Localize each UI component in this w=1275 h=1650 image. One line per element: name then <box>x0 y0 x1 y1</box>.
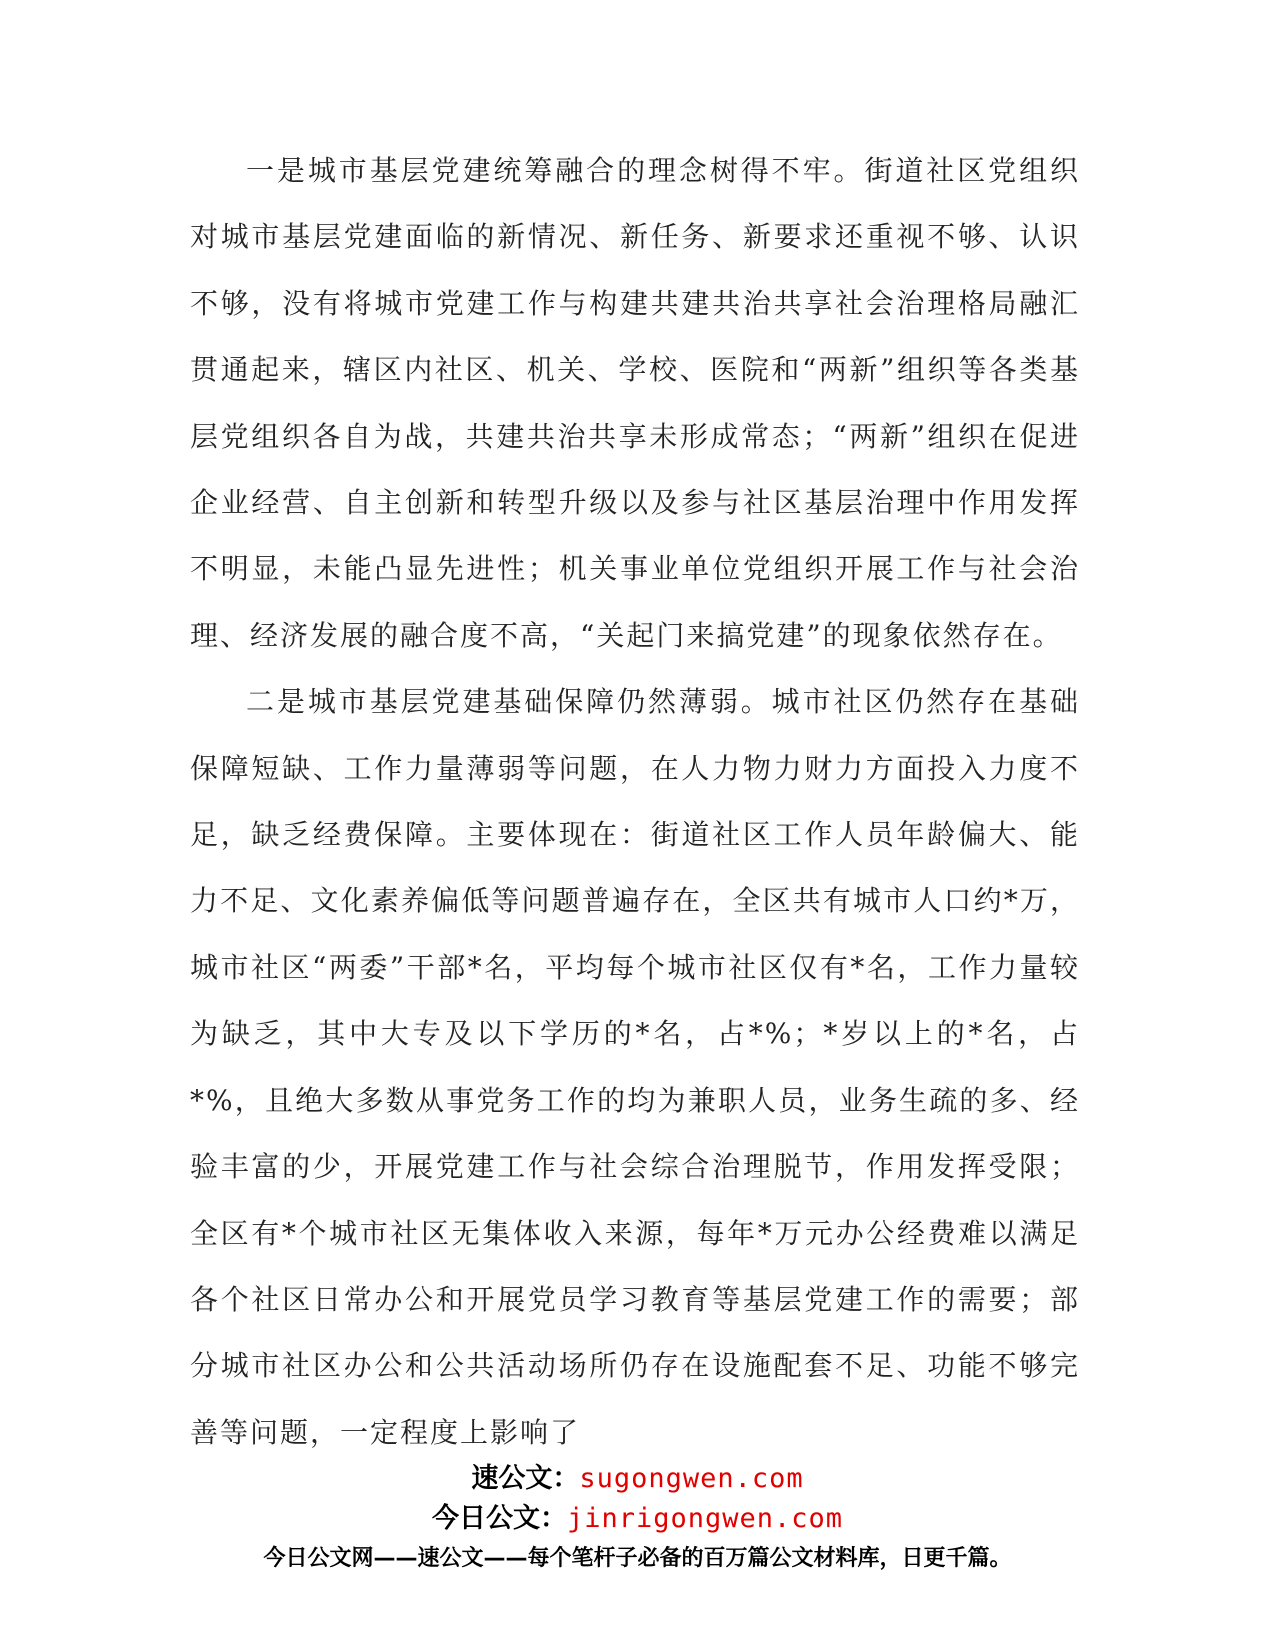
paragraph-2: 二是城市基层党建基础保障仍然薄弱。城市社区仍然存在基础保障短缺、工作力量薄弱等问题，在人力物力财力方面投入力度不足，缺乏经费保障。主要体现在：街道社区工作人员年龄偏大、能力不足、文化素养偏低等问题普遍存在，全区共有城市人口约*万，城市社区“两委”干部*名，平均每个城市社区仅有*名，工作力量较为缺乏，其中大专及以下学历的*名，占*%；*岁以上的*名，占*%，且绝大多数从事党务工作的均为兼职人员，业务生疏的多、经验丰富的少，开展党建工作与社会综合治理脱节，作用发挥受限；全区有*个城市社区无集体收入来源，每年*万元办公经费难以满足各个社区日常办公和开展党员学习教育等基层党建工作的需要；部分城市社区办公和公共活动场所仍存在设施配套不足、功能不够完善等问题，一定程度上影响了 <box>190 685 1080 1449</box>
footer-jinrigongwen-label: 今日公文： <box>431 1503 567 1534</box>
footer-jinrigongwen <box>0 1502 1275 1536</box>
footer-sugongwen <box>0 1462 1275 1496</box>
document-body <box>190 138 1080 1466</box>
paragraph-1: 一是城市基层党建统筹融合的理念树得不牢。街道社区党组织对城市基层党建面临的新情况、新任务、新要求还重视不够、认识不够，没有将城市党建工作与构建共建共治共享社会治理格局融汇贯通起来，辖区内社区、机关、学校、医院和“两新”组织等各类基层党组织各自为战，共建共治共享未形成常态；“两新”组织在促进企业经营、自主创新和转型升级以及参与社区基层治理中作用发挥不明显，未能凸显先进性；机关事业单位党组织开展工作与社会治理、经济发展的融合度不高，“关起门来搞党建”的现象依然存在。 <box>190 154 1080 652</box>
footer-slogan: 今日公文网——速公文——每个笔杆子必备的百万篇公文材料库，日更千篇。 <box>263 1546 1012 1571</box>
sugongwen-link[interactable]: sugongwen.com <box>579 1463 804 1494</box>
jinrigongwen-link[interactable]: jinrigongwen.com <box>566 1503 844 1534</box>
footer-sugongwen-label: 速公文： <box>471 1463 580 1494</box>
